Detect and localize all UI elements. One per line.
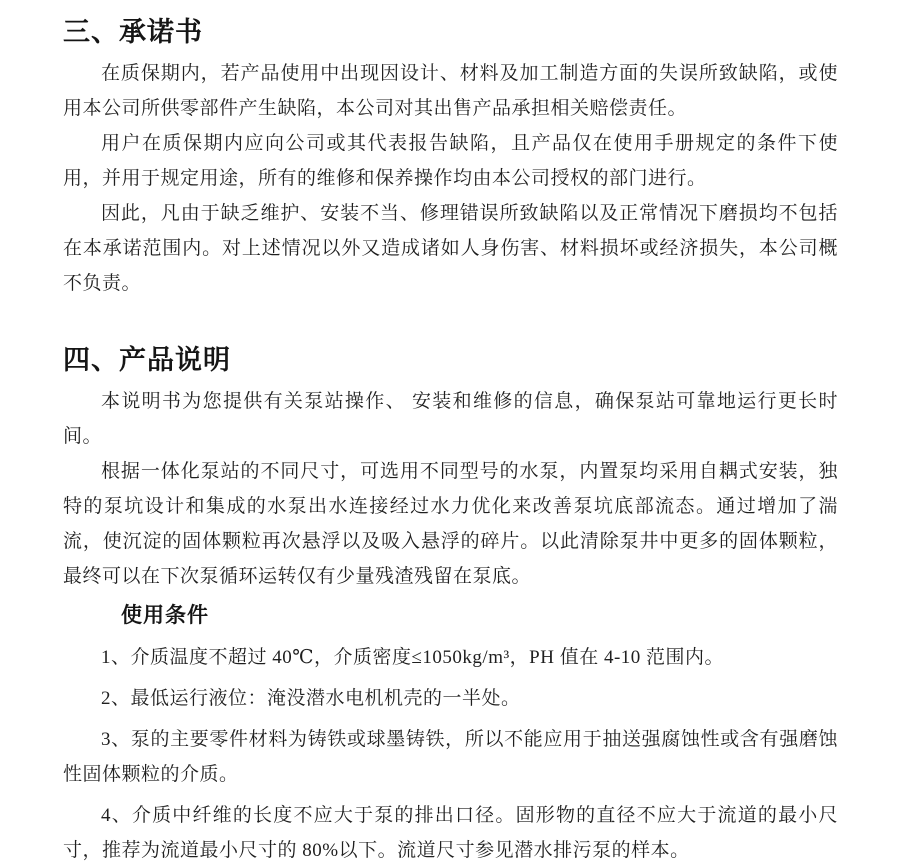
usage-condition-item-4: 4、介质中纤维的长度不应大于泵的排出口径。固形物的直径不应大于流道的最小尺寸，推荐为流道最小尺寸的 80%以下。流道尺寸参见潜水排污泵的样本。 — [63, 805, 838, 861]
usage-conditions-heading: 使用条件 — [121, 604, 209, 627]
commitment-paragraph-1: 在质保期内，若产品使用中出现因设计、材料及加工制造方面的失误所致缺陷，或使用本公司所供零部件产生缺陷，本公司对其出售产品承担相关赔偿责任。 — [63, 63, 838, 119]
usage-condition-item-3: 3、泵的主要零件材料为铸铁或球墨铸铁，所以不能应用于抽送强腐蚀性或含有强磨蚀性固体颗粒的介质。 — [63, 729, 838, 785]
section-commitment — [63, 14, 838, 301]
product-description-paragraph-1: 本说明书为您提供有关泵站操作、 安装和维修的信息，确保泵站可靠地运行更长时间。 — [63, 391, 838, 447]
usage-condition-item-1: 1、介质温度不超过 40℃，介质密度≤1050kg/m³，PH 值在 4-10 范围内。 — [101, 647, 725, 668]
usage-conditions-list — [63, 640, 838, 868]
section-commitment-heading: 三、承诺书 — [63, 17, 203, 47]
commitment-paragraph-2: 用户在质保期内应向公司或其代表报告缺陷，且产品仅在使用手册规定的条件下使用，并用于规定用途，所有的维修和保养操作均由本公司授权的部门进行。 — [63, 133, 838, 189]
section-product-description-heading: 四、产品说明 — [63, 345, 231, 375]
commitment-paragraph-3: 因此，凡由于缺乏维护、安装不当、修理错误所致缺陷以及正常情况下磨损均不包括在本承诺范围内。对上述情况以外又造成诸如人身伤害、材料损坏或经济损失，本公司概不负责。 — [63, 203, 838, 294]
product-description-paragraph-2: 根据一体化泵站的不同尺寸，可选用不同型号的水泵，内置泵均采用自耦式安装，独特的泵坑设计和集成的水泵出水连接经过水力优化来改善泵坑底部流态。通过增加了湍流，使沉淀的固体颗粒再次悬浮以及吸入悬浮的碎片。以此清除泵井中更多的固体颗粒，最终可以在下次泵循环运转仅有少量残渣残留在泵底。 — [63, 461, 838, 587]
usage-condition-item-2: 2、最低运行液位：淹没潜水电机机壳的一半处。 — [101, 688, 521, 709]
section-product-description — [63, 342, 838, 868]
